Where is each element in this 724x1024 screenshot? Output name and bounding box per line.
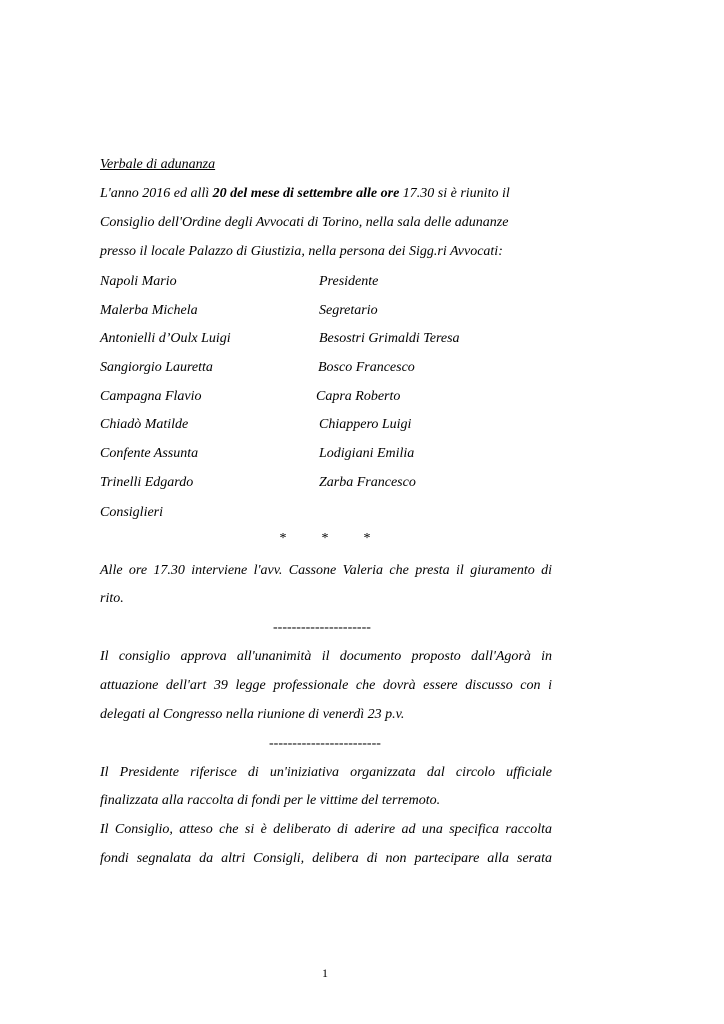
attendee-right: Bosco Francesco: [318, 360, 415, 375]
intro-date-bold: 20 del mese di settembre alle ore: [212, 186, 400, 201]
section-stars: * * *: [279, 531, 371, 546]
attendee-left: Confente Assunta: [100, 446, 199, 461]
attendee-right: Besostri Grimaldi Teresa: [319, 331, 460, 346]
para1-line-1: Alle ore 17.30 interviene l'avv. Cassone Valeria che presta il giuramento di: [100, 563, 552, 578]
para4-line-2: fondi segnalata da altri Consigli, delibera di non partecipare alla serata: [100, 851, 552, 866]
intro-line-1: [100, 185, 552, 203]
attendee-right: Segretario: [319, 303, 378, 318]
attendee-left: Antonielli d’Oulx Luigi: [100, 331, 231, 346]
attendee-right: Presidente: [319, 274, 379, 289]
para2-line-2: attuazione dell'art 39 legge professionale che dovrà essere discusso con i: [100, 678, 552, 693]
para2-line-3: delegati al Congresso nella riunione di venerdì 23 p.v.: [100, 707, 405, 722]
attendee-left: Campagna Flavio: [100, 389, 202, 404]
separator-line: ------------------------: [269, 736, 381, 751]
attendee-right: Capra Roberto: [316, 389, 401, 404]
para3-line-1: Il Presidente riferisce di un'iniziativa organizzata dal circolo ufficiale: [100, 765, 552, 780]
attendee-right: Zarba Francesco: [319, 475, 416, 490]
attendee-left: Napoli Mario: [100, 274, 177, 289]
attendee-right: Lodigiani Emilia: [319, 446, 415, 461]
attendee-left: Sangiorgio Lauretta: [100, 360, 213, 375]
para2-line-1: Il consiglio approva all'unanimità il documento proposto dall'Agorà in: [100, 649, 552, 664]
intro-line-3: presso il locale Palazzo di Giustizia, nella persona dei Sigg.ri Avvocati:: [100, 244, 503, 259]
intro-line-2: Consiglio dell'Ordine degli Avvocati di Torino, nella sala delle adunanze: [100, 215, 509, 230]
attendee-right: Chiappero Luigi: [319, 417, 412, 432]
page-number: 1: [322, 966, 328, 980]
intro-year-text: L'anno 2016 ed allì: [100, 186, 213, 201]
document-title: Verbale di adunanza: [100, 157, 216, 172]
intro-time-text: 17.30 si è riunito il: [399, 186, 510, 201]
para4-line-1: Il Consiglio, atteso che si è deliberato di aderire ad una specifica raccolta: [100, 822, 552, 837]
consiglieri-label: Consiglieri: [100, 505, 164, 520]
para1-line-2: rito.: [100, 591, 124, 606]
attendee-left: Chiadò Matilde: [100, 417, 189, 432]
attendee-left: Trinelli Edgardo: [100, 475, 194, 490]
separator-line: ---------------------: [273, 620, 371, 635]
attendee-left: Malerba Michela: [100, 303, 198, 318]
para3-line-2: finalizzata alla raccolta di fondi per le vittime del terremoto.: [100, 793, 441, 808]
